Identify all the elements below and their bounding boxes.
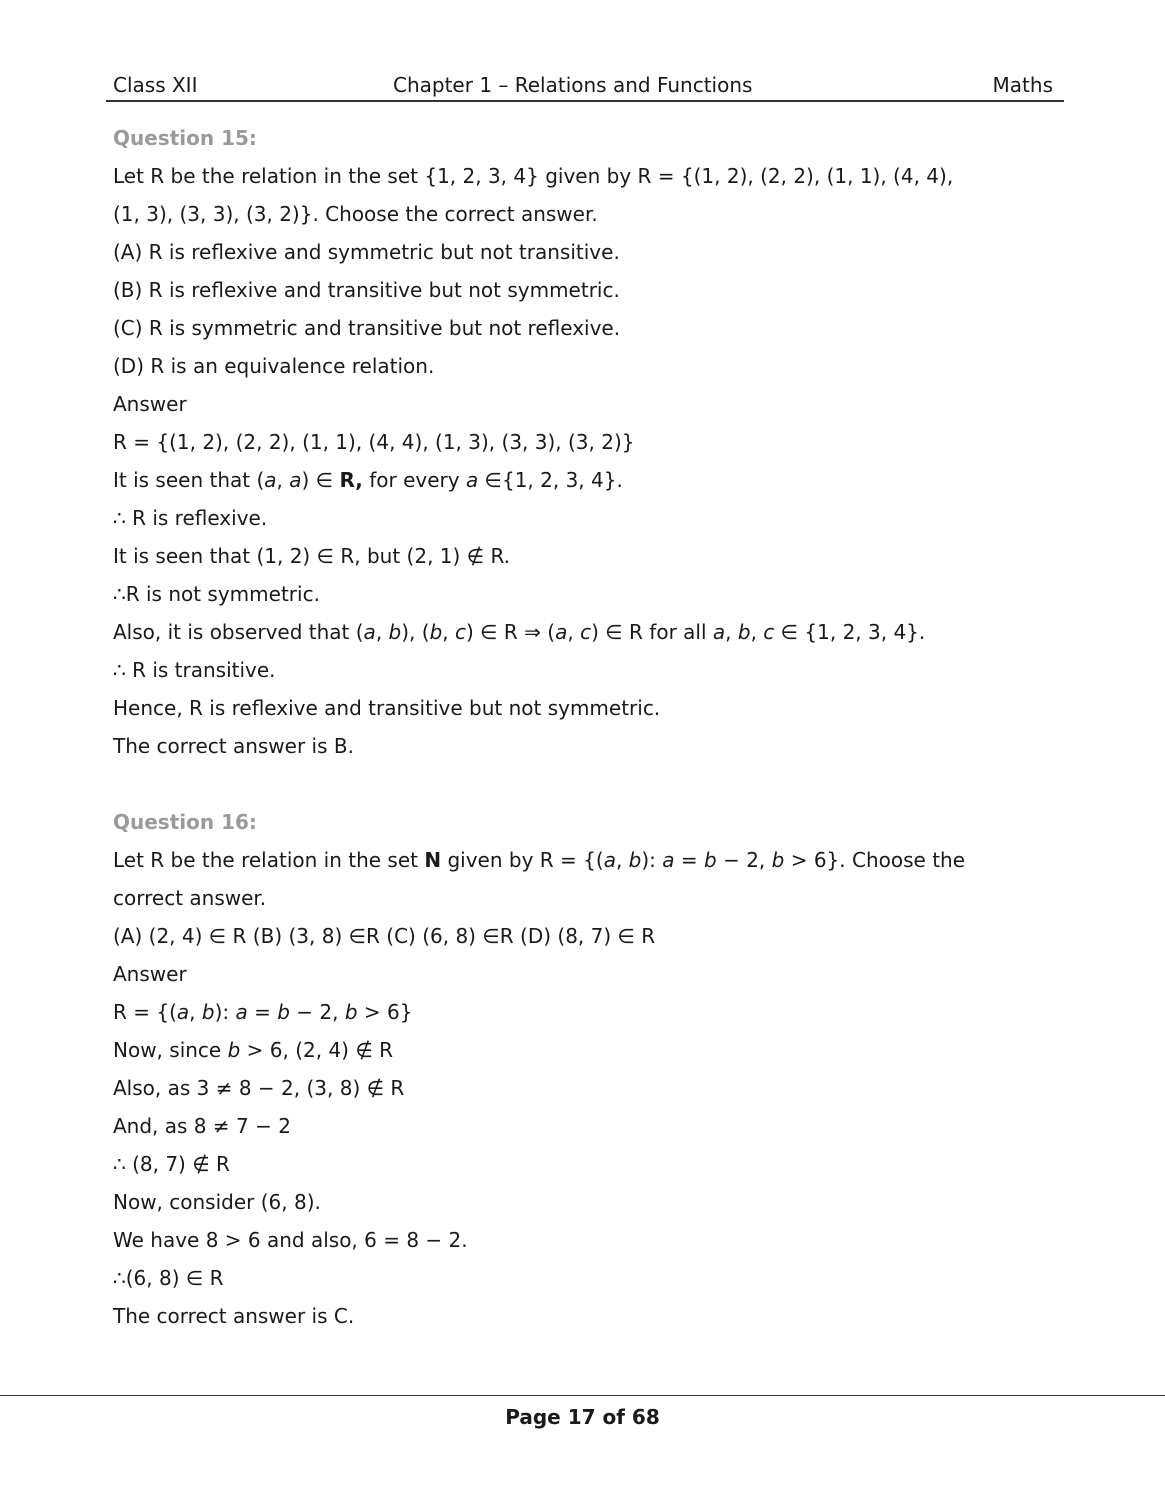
question-16-options: (A) (2, 4) ∈ R (B) (3, 8) ∈R (C) (6, 8) ∈R (D) (8, 7) ∈ R [113,924,656,948]
question-15-text-line-2: (1, 3), (3, 3), (3, 2)}. Choose the correct answer. [113,202,598,226]
question-15-option-b: (B) R is reflexive and transitive but not symmetric. [113,278,620,302]
question-16-answer-line-3: Also, as 3 ≠ 8 − 2, (3, 8) ∉ R [113,1076,405,1100]
question-15-option-c: (C) R is symmetric and transitive but not reflexive. [113,316,621,340]
question-15-text-line-1: Let R be the relation in the set {1, 2, 3, 4} given by R = {(1, 2), (2, 2), (1, 1), (4, 4), [113,164,954,188]
question-15-answer-line-1: R = {(1, 2), (2, 2), (1, 1), (4, 4), (1, 3), (3, 3), (3, 2)} [113,430,635,454]
question-16-answer-line-6: Now, consider (6, 8). [113,1190,321,1214]
question-16-text-line-1: Let R be the relation in the set N given by R = {(a, b): a = b − 2, b > 6}. Choose the [113,848,966,872]
question-15-answer-line-4: It is seen that (1, 2) ∈ R, but (2, 1) ∉ R. [113,544,511,568]
page-content [113,119,1053,1335]
question-15-answer-line-9: The correct answer is B. [113,734,354,758]
question-15-answer-line-3: ∴ R is reflexive. [113,506,268,530]
header-class: Class XII [113,73,198,97]
page-number: Page 17 of 68 [505,1405,660,1429]
question-15-answer-line-2: It is seen that (a, a) ∈ R, for every a ∈{1, 2, 3, 4}. [113,468,623,492]
question-16-answer-line-9: The correct answer is C. [113,1304,355,1328]
question-15-answer-line-6: Also, it is observed that (a, b), (b, c) ∈ R ⇒ (a, c) ∈ R for all a, b, c ∈ {1, 2, 3, 4}. [113,620,926,644]
footer-divider [0,1395,1165,1396]
section-gap [113,765,1053,803]
question-16-answer-line-4: And, as 8 ≠ 7 − 2 [113,1114,291,1138]
header-chapter: Chapter 1 – Relations and Functions [393,73,753,97]
question-15-answer-label: Answer [113,392,187,416]
question-16-answer-line-1: R = {(a, b): a = b − 2, b > 6} [113,1000,413,1024]
header-subject: Maths [992,73,1053,97]
question-16-answer-label: Answer [113,962,187,986]
page-header [106,70,1064,102]
question-16-text-line-2: correct answer. [113,886,267,910]
question-16-answer-line-7: We have 8 > 6 and also, 6 = 8 − 2. [113,1228,468,1252]
question-16-title: Question 16: [113,810,257,834]
question-15-option-a: (A) R is reflexive and symmetric but not transitive. [113,240,620,264]
question-15-title: Question 15: [113,126,257,150]
question-15-answer-line-8: Hence, R is reflexive and transitive but not symmetric. [113,696,661,720]
question-16-answer-line-5: ∴ (8, 7) ∉ R [113,1152,230,1176]
question-15-answer-line-5: ∴R is not symmetric. [113,582,320,606]
question-15-option-d: (D) R is an equivalence relation. [113,354,435,378]
question-15-answer-line-7: ∴ R is transitive. [113,658,276,682]
question-16-answer-line-8: ∴(6, 8) ∈ R [113,1266,224,1290]
question-16-answer-line-2: Now, since b > 6, (2, 4) ∉ R [113,1038,394,1062]
